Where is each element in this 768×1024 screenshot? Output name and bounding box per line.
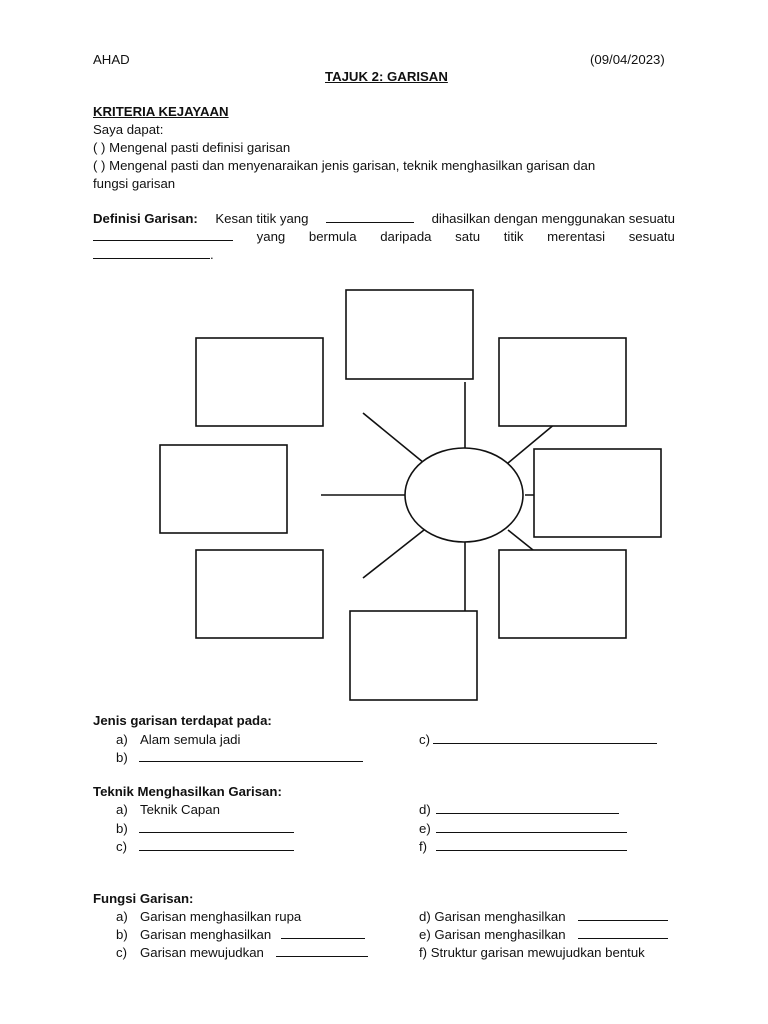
definition-word: yang [256,229,286,244]
definition-text-b: dihasilkan dengan menggunakan sesuatu [431,211,675,226]
function-b-text: Garisan menghasilkan [140,927,272,942]
function-b-marker: b) [116,927,128,942]
technique-e-blank[interactable] [436,821,627,833]
types-c-marker: c) [419,732,430,747]
technique-b-blank[interactable] [139,821,294,833]
function-c-text: Garisan mewujudkan [140,945,264,960]
technique-c-marker: c) [116,839,127,854]
spoke-line-bottom-left [363,530,424,578]
technique-d-marker: d) [419,802,431,817]
criteria-item-2-line-2: fungsi garisan [93,176,176,191]
center-ellipse [405,448,523,542]
technique-a-text: Teknik Capan [140,802,220,817]
types-a-marker: a) [116,732,128,747]
box-bottom-right [499,550,626,638]
types-b-blank[interactable] [139,750,363,762]
criteria-item-1: ( ) Mengenal pasti definisi garisan [93,140,291,155]
technique-a-marker: a) [116,802,128,817]
definition-word: daripada [380,229,432,244]
types-a-text: Alam semula jadi [140,732,241,747]
criteria-item-2-line-1: ( ) Mengenal pasti dan menyenaraikan jenis garisan, teknik menghasilkan garisan dan [93,158,596,173]
box-top-right [499,338,626,426]
definition-word: merentasi [547,229,606,244]
definition-text-a: Kesan titik yang [215,211,309,226]
types-b-marker: b) [116,750,128,765]
function-d-text: d) Garisan menghasilkan [419,909,566,924]
function-heading: Fungsi Garisan: [93,891,194,906]
page-title: TAJUK 2: GARISAN [325,69,448,84]
function-e-text: e) Garisan menghasilkan [419,927,566,942]
box-bottom-left [196,550,323,638]
technique-heading: Teknik Menghasilkan Garisan: [93,784,282,799]
definition-word: titik [503,229,524,244]
technique-f-marker: f) [419,839,428,854]
box-right [534,449,661,537]
box-left [160,445,287,533]
function-d-blank[interactable] [578,909,668,921]
box-top-left [196,338,323,426]
criteria-intro: Saya dapat: [93,122,164,137]
definition-word: satu [455,229,481,244]
definition-word: sesuatu [628,229,675,244]
technique-f-blank[interactable] [436,839,627,851]
day-label: AHAD [93,52,130,67]
function-c-marker: c) [116,945,127,960]
definition-word: bermula [308,229,357,244]
box-bottom [350,611,477,700]
criteria-heading: KRITERIA KEJAYAAN [93,104,229,119]
technique-c-blank[interactable] [139,839,294,851]
function-a-marker: a) [116,909,128,924]
function-e-blank[interactable] [578,927,668,939]
technique-d-blank[interactable] [436,802,619,814]
function-a-text: Garisan menghasilkan rupa [140,909,302,924]
spoke-line-top-left [363,413,424,463]
types-heading: Jenis garisan terdapat pada: [93,713,272,728]
technique-e-marker: e) [419,821,431,836]
function-b-blank[interactable] [281,927,365,939]
definition-label: Definisi Garisan: [93,211,198,226]
definition-end: . [210,247,214,262]
function-f-text: f) Struktur garisan mewujudkan bentuk [419,945,645,960]
date-label: (09/04/2023) [590,52,665,67]
box-top [346,290,473,379]
types-c-blank[interactable] [433,732,657,744]
technique-b-marker: b) [116,821,128,836]
function-c-blank[interactable] [276,945,368,957]
